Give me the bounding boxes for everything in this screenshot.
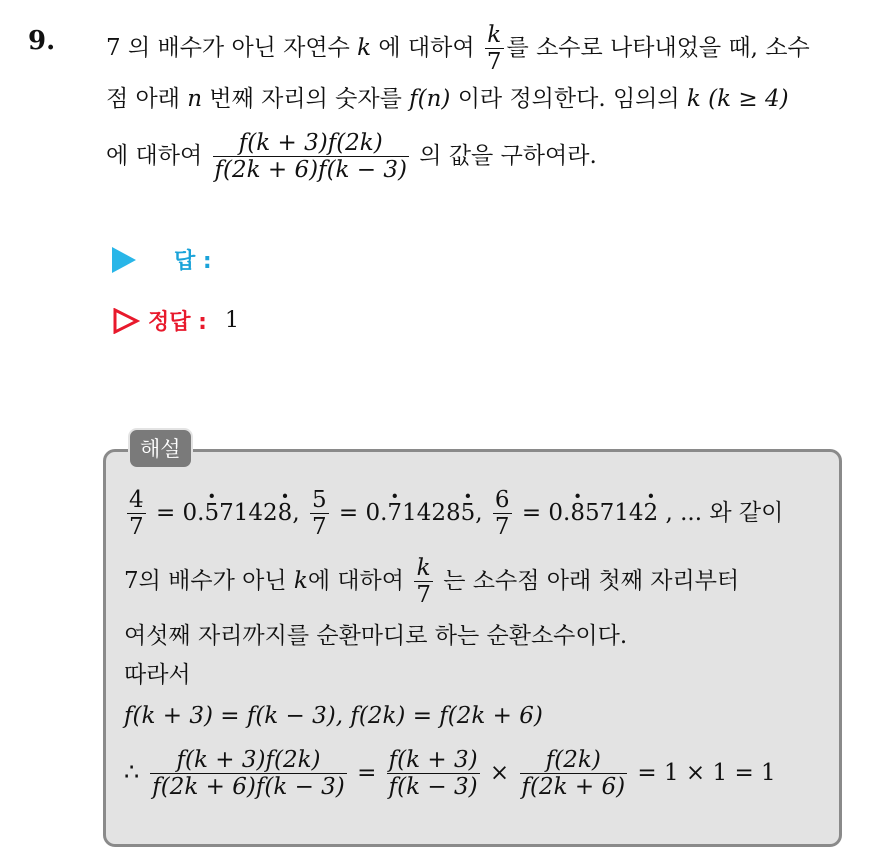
frac-num: 4 [129, 487, 144, 513]
frac-den: f(2k + 6)f(k − 3) [152, 774, 345, 801]
var-k: k [293, 567, 308, 594]
fraction-5-7 [310, 487, 329, 541]
q-text: 번째 자리의 숫자를 [202, 86, 410, 112]
question-expression [213, 130, 409, 184]
digits: 5714 [585, 499, 644, 526]
frac-num: k [485, 22, 504, 49]
solution-text: 에 대하여 [307, 567, 412, 594]
repeat-digit: 8 · [278, 502, 293, 525]
equality-text: f(k + 3) = f(k − 3), f(2k) = f(2k + 6) [124, 703, 543, 729]
frac-den: f(k − 3) [388, 774, 478, 801]
frac-num: f(k + 3)f(2k) [150, 747, 346, 774]
expression-fraction [150, 747, 346, 801]
fraction-6-7 [493, 487, 512, 541]
q-text: 점 아래 [106, 86, 188, 112]
solution-tag: 해설 [128, 428, 193, 469]
separator: , [475, 499, 483, 526]
solution-line-examples [124, 487, 783, 541]
frac-den: f(2k + 6) [521, 774, 626, 801]
correct-answer-row [112, 305, 239, 336]
frac-den: 7 [129, 514, 144, 541]
frac-den: 7 [311, 514, 327, 541]
frac-num: 5 [311, 487, 327, 513]
f-of-n: f(n) [409, 86, 451, 112]
solution-line-2 [124, 555, 739, 609]
solution-text: , ... 와 같이 [665, 499, 784, 526]
frac-den: f(2k + 6)f(k − 3) [214, 157, 407, 184]
frac-num: f(2k) [520, 747, 628, 774]
digits: 1428 [402, 499, 461, 526]
equals-sign: = [357, 759, 377, 786]
fraction-k-over-7 [414, 555, 433, 609]
q-text: 의 값을 구하여라. [411, 142, 597, 169]
repeat-digit: 8 · [570, 502, 585, 525]
repeat-digit: 5 · [461, 502, 476, 525]
frac-den: 7 [416, 582, 431, 609]
eq-text: = 0. [521, 499, 571, 526]
fraction-k-over-7 [485, 22, 504, 76]
answer-row [112, 244, 212, 275]
question-number: 9. [28, 26, 56, 56]
times-sign: × [489, 759, 510, 786]
solution-line-3: 여섯째 자리까지를 순환마디로 하는 순환소수이다. [124, 623, 628, 649]
repeat-digit: 7 · [387, 502, 402, 525]
solution-line-5 [124, 705, 543, 728]
repeat-digit: 5 · [204, 502, 219, 525]
result-text: = 1 × 1 = 1 [637, 759, 776, 786]
frac-den: 7 [494, 514, 510, 541]
solution-line-4: 따라서 [124, 662, 191, 688]
frac-num: f(k + 3)f(2k) [213, 130, 409, 157]
therefore-symbol: ∴ [124, 757, 140, 786]
solution-text: 7의 배수가 아닌 [124, 567, 294, 594]
eq-text: = 0. [155, 499, 205, 526]
fraction-f2k-over-f2k6 [520, 747, 628, 801]
condition: k (k ≥ 4) [686, 86, 789, 112]
solution-line-6 [124, 747, 776, 801]
var-k: k [357, 34, 372, 61]
eq-text: = 0. [338, 499, 388, 526]
question-line-3 [106, 130, 597, 184]
separator: , [292, 499, 300, 526]
answer-label: 답 : [174, 249, 212, 274]
digits: 7142 [219, 499, 278, 526]
var-n: n [187, 86, 203, 112]
q-text: 를 소수로 나타내었을 때, 소수 [506, 34, 810, 61]
frac-num: k [414, 555, 433, 582]
question-line-1 [106, 22, 810, 76]
frac-den: 7 [486, 49, 502, 76]
correct-answer-value: 1 [224, 308, 239, 333]
outline-triangle-icon [112, 308, 140, 334]
q-text: 7 의 배수가 아닌 자연수 [106, 34, 358, 61]
correct-answer-label: 정답 : [148, 310, 207, 335]
fraction-fk3-over-fk-3 [387, 747, 480, 801]
q-text: 이라 정의한다. 임의의 [450, 86, 687, 112]
frac-num: f(k + 3) [388, 747, 478, 773]
q-text: 에 대하여 [371, 34, 482, 61]
q-text: 에 대하여 [106, 142, 210, 169]
fraction-4-7 [127, 487, 146, 541]
question-line-2 [106, 88, 789, 111]
repeat-digit: 2 · [644, 502, 659, 525]
play-triangle-icon [112, 247, 136, 273]
frac-num: 6 [494, 487, 510, 513]
solution-text: 는 소수점 아래 첫째 자리부터 [435, 567, 740, 594]
